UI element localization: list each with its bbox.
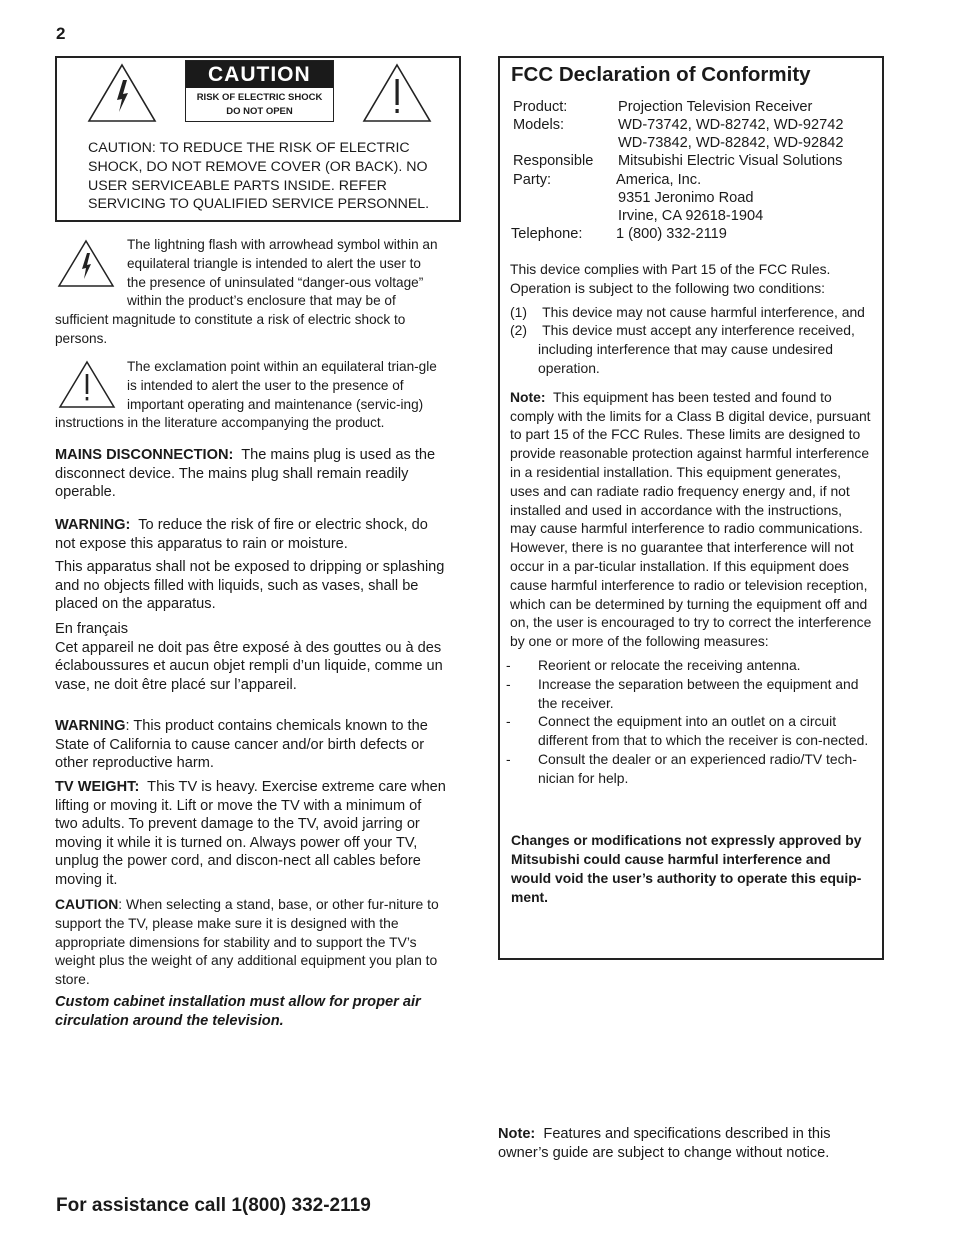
- tv-weight-paragraph: TV WEIGHT: This TV is heavy. Exercise extreme care when lifting or moving it. Lift or move the TV with a minimum of two adults. To prevent damage to the TV, avoid jarring or moving it while it is turned on. Always power off your TV, unplug the power cord, and discon-nect all cables before moving it.: [55, 779, 446, 888]
- caution-stand-paragraph: CAUTION: When selecting a stand, base, or other fur-niture to support the TV, please make sure it is designed with the appropriate dimensions for stability and to support the TV’s weight plus the weight of any additional equipment you plan to store.: [55, 896, 439, 988]
- product-label: Product:: [513, 99, 568, 115]
- caution-statement: CAUTION: TO REDUCE THE RISK OF ELECTRIC SHOCK, DO NOT REMOVE COVER (OR BACK). NO USER SERVICEABLE PARTS INSIDE. REFER SERVICING TO QUALIFIED SERVICE PERSONNEL.: [88, 140, 430, 213]
- lightning-triangle-icon: [86, 62, 158, 124]
- french-paragraph: [55, 620, 447, 694]
- party-value-line3: 9351 Jeronimo Road: [618, 190, 754, 206]
- complies-text: This device complies with Part 15 of the FCC Rules. Operation is subject to the following two conditions:: [510, 261, 831, 296]
- warning-rain-paragraph: WARNING: To reduce the risk of fire or electric shock, do not expose this apparatus to rain or moisture.: [55, 517, 428, 552]
- french-label: En français: [55, 621, 129, 637]
- conditions-list: [510, 303, 872, 378]
- party-value-line1: Mitsubishi Electric Visual Solutions: [618, 153, 843, 169]
- models-value-line2: WD-73842, WD-82842, WD-92842: [618, 135, 844, 151]
- product-value: Projection Television Receiver: [618, 99, 813, 115]
- fcc-note-paragraph: Note: This equipment has been tested and found to comply with the limits for a Class B digital device, pursuant to part 15 of the FCC Rules. These limits are designed to provide reasonable protection against harmful interference in a residential installation. This equipment generates, uses and can radiate radio frequency energy and, if not installed and used in accordance with the instructions, may cause harmful interference to radio communications. However, there is no guarantee that interference will not occur in a par-ticular installation. If this equipment does cause harmful interference to radio or television reception, which can be determined by turning the equipment off and on, the user is encouraged to try to correct the interference by one or more of the following measures:: [510, 388, 872, 650]
- measure-item: - Consult the dealer or an experienced radio/TV tech-nician for help.: [506, 750, 857, 786]
- features-note: Note: Features and specifications described in this owner’s guide are subject to change without notice.: [498, 1126, 831, 1161]
- exclamation-symbol-explanation: The exclamation point within an equilateral trian-gle is intended to alert the user to the presence of important operating and maintenance (servic-ing) instructions in the literature accompanying the product.: [55, 359, 437, 431]
- models-value-line1: WD-73742, WD-82742, WD-92742: [618, 117, 844, 133]
- exclamation-triangle-icon: [361, 62, 433, 124]
- measure-item: - Increase the separation between the equipment and the receiver.: [506, 675, 859, 711]
- fcc-title: FCC Declaration of Conformity: [511, 63, 811, 86]
- telephone-value: 1 (800) 332-2119: [616, 226, 727, 242]
- measure-item: - Connect the equipment into an outlet on a circuit different from that to which the receiver is con-nected.: [506, 713, 869, 749]
- models-label: Models:: [513, 117, 565, 133]
- party-value-line2: America, Inc.: [616, 172, 702, 188]
- measure-item: - Reorient or relocate the receiving antenna.: [506, 656, 801, 673]
- page-number: 2: [56, 24, 66, 43]
- condition-item: (1) This device may not cause harmful interference, and: [510, 303, 865, 320]
- responsible-label: Responsible: [513, 153, 594, 169]
- caution-badge-title: CAUTION: [186, 61, 333, 88]
- assistance-footer: For assistance call 1(800) 332-2119: [56, 1195, 371, 1216]
- caution-badge-subtitle: RISK OF ELECTRIC SHOCK DO NOT OPEN: [196, 92, 323, 117]
- party-value-line4: Irvine, CA 92618-1904: [618, 208, 764, 224]
- cabinet-installation-note: Custom cabinet installation must allow for proper air circulation around the television.: [55, 994, 421, 1029]
- measures-list: [506, 656, 872, 788]
- condition-item: (2) This device must accept any interference received, including interference that may cause undesired operation.: [510, 322, 855, 376]
- fcc-compliance-section: [506, 260, 872, 788]
- caution-badge: [185, 60, 334, 122]
- splash-paragraph: This apparatus shall not be exposed to dripping or splashing and no objects filled with liquids, such as vases, shall be placed on the apparatus.: [55, 559, 445, 613]
- warning-california-paragraph: WARNING: This product contains chemicals known to the State of California to cause cancer and/or birth defects or other reproductive harm.: [55, 718, 428, 772]
- changes-warning: Changes or modifications not expressly approved by Mitsubishi could cause harmful interference and would void the user’s authority to operate this equip-ment.: [511, 832, 862, 905]
- lightning-symbol-explanation: The lightning flash with arrowhead symbol within an equilateral triangle is intended to alert the user to the presence of uninsulated “danger-ous voltage” within the product’s enclosure that may be of sufficient magnitude to constitute a risk of electric shock to persons.: [55, 237, 438, 346]
- party-label: Party:: [513, 172, 552, 188]
- mains-disconnection-paragraph: MAINS DISCONNECTION: The mains plug is used as the disconnect device. The mains plug shall remain readily operable.: [55, 447, 436, 501]
- telephone-label: Telephone:: [511, 226, 583, 242]
- french-text: Cet appareil ne doit pas être exposé à des gouttes ou à des éclaboussures et aucun objet rempli d’un liquide, comme un vase, ne doit être placé sur l’appareil.: [55, 639, 443, 693]
